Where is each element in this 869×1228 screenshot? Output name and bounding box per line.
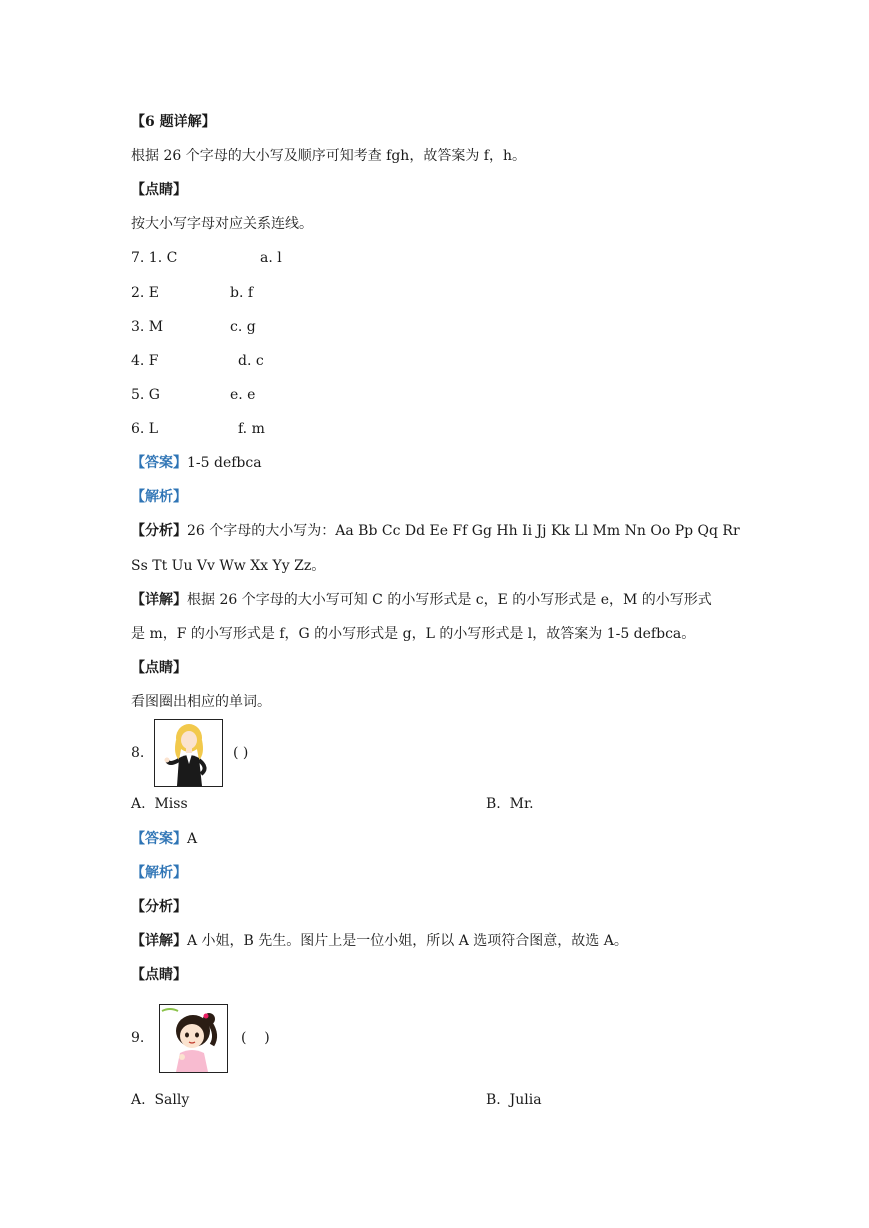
q7-row-left: 5. G xyxy=(131,387,160,403)
q7-xiangjie-line1 xyxy=(131,591,712,609)
q9-answer-blank: ( ) xyxy=(241,1030,270,1046)
q8-answer-blank: ( ) xyxy=(233,745,249,761)
q6-instruction: 按大小写字母对应关系连线。 xyxy=(131,216,313,232)
xiangjie-label: 【详解】 xyxy=(131,592,187,608)
q7-row-left: 4. F xyxy=(131,353,159,369)
q7-row-right: d. c xyxy=(238,353,264,369)
q9-option-a: A. Sally xyxy=(131,1092,190,1108)
q7-jiexi: 【解析】 xyxy=(131,489,187,505)
q8-option-b: B. Mr. xyxy=(486,796,534,812)
q6-detail-heading: 【6 题详解】 xyxy=(131,114,216,130)
q9-number: 9. xyxy=(131,1030,145,1046)
q7-fenxi-line2: Ss Tt Uu Vv Ww Xx Yy Zz。 xyxy=(131,558,326,574)
q7-row-right: a. l xyxy=(260,250,282,266)
fenxi-label: 【分析】 xyxy=(131,523,187,539)
woman-picture xyxy=(154,719,223,787)
woman-illustration-icon xyxy=(155,720,222,786)
q7-row-left: 7. 1. C xyxy=(131,250,178,266)
answer-label: 【答案】 xyxy=(131,831,187,847)
answer-value: 1-5 defbca xyxy=(187,455,262,471)
q7-xiangjie-line2: 是 m，F 的小写形式是 f，G 的小写形式是 g，L 的小写形式是 l，故答案为 1-5 defbca。 xyxy=(131,626,696,642)
q7-instruction: 看图圈出相应的单词。 xyxy=(131,694,271,710)
q8-answer xyxy=(131,830,197,848)
q7-row-left: 6. L xyxy=(131,421,159,437)
xiangjie-text: 根据 26 个字母的大小写可知 C 的小写形式是 c，E 的小写形式是 e，M 的小写形式 xyxy=(187,592,712,608)
q8-xiangjie xyxy=(131,932,628,950)
q7-row-left: 2. E xyxy=(131,285,160,301)
q8-fenxi: 【分析】 xyxy=(131,899,187,915)
q7-answer xyxy=(131,454,262,472)
q7-fenxi-line1 xyxy=(131,522,740,540)
fenxi-text: 26 个字母的大小写为：Aa Bb Cc Dd Ee Ff Gg Hh Ii Jj Kk Ll Mm Nn Oo Pp Qq Rr xyxy=(187,523,740,539)
q7-row-right: e. e xyxy=(230,387,256,403)
q8-dianjing: 【点睛】 xyxy=(131,967,187,983)
q7-row-right: f. m xyxy=(238,421,265,437)
q6-dianjing: 【点睛】 xyxy=(131,182,187,198)
xiangjie-label: 【详解】 xyxy=(131,933,187,949)
q7-row-right: b. f xyxy=(230,285,254,301)
q8-number: 8. xyxy=(131,745,145,761)
girl-illustration-icon xyxy=(160,1005,227,1072)
q7-row-left: 3. M xyxy=(131,319,164,335)
xiangjie-text: A 小姐，B 先生。图片上是一位小姐，所以 A 选项符合图意，故选 A。 xyxy=(187,933,628,949)
q7-row-right: c. g xyxy=(230,319,256,335)
girl-picture xyxy=(159,1004,228,1073)
answer-label: 【答案】 xyxy=(131,455,187,471)
q8-option-a: A. Miss xyxy=(131,796,188,812)
q9-option-b: B. Julia xyxy=(486,1092,542,1108)
answer-value: A xyxy=(187,831,198,847)
q8-jiexi: 【解析】 xyxy=(131,865,187,881)
q7-dianjing: 【点睛】 xyxy=(131,660,187,676)
q6-detail-text: 根据 26 个字母的大小写及顺序可知考查 fgh，故答案为 f，h。 xyxy=(131,148,526,164)
